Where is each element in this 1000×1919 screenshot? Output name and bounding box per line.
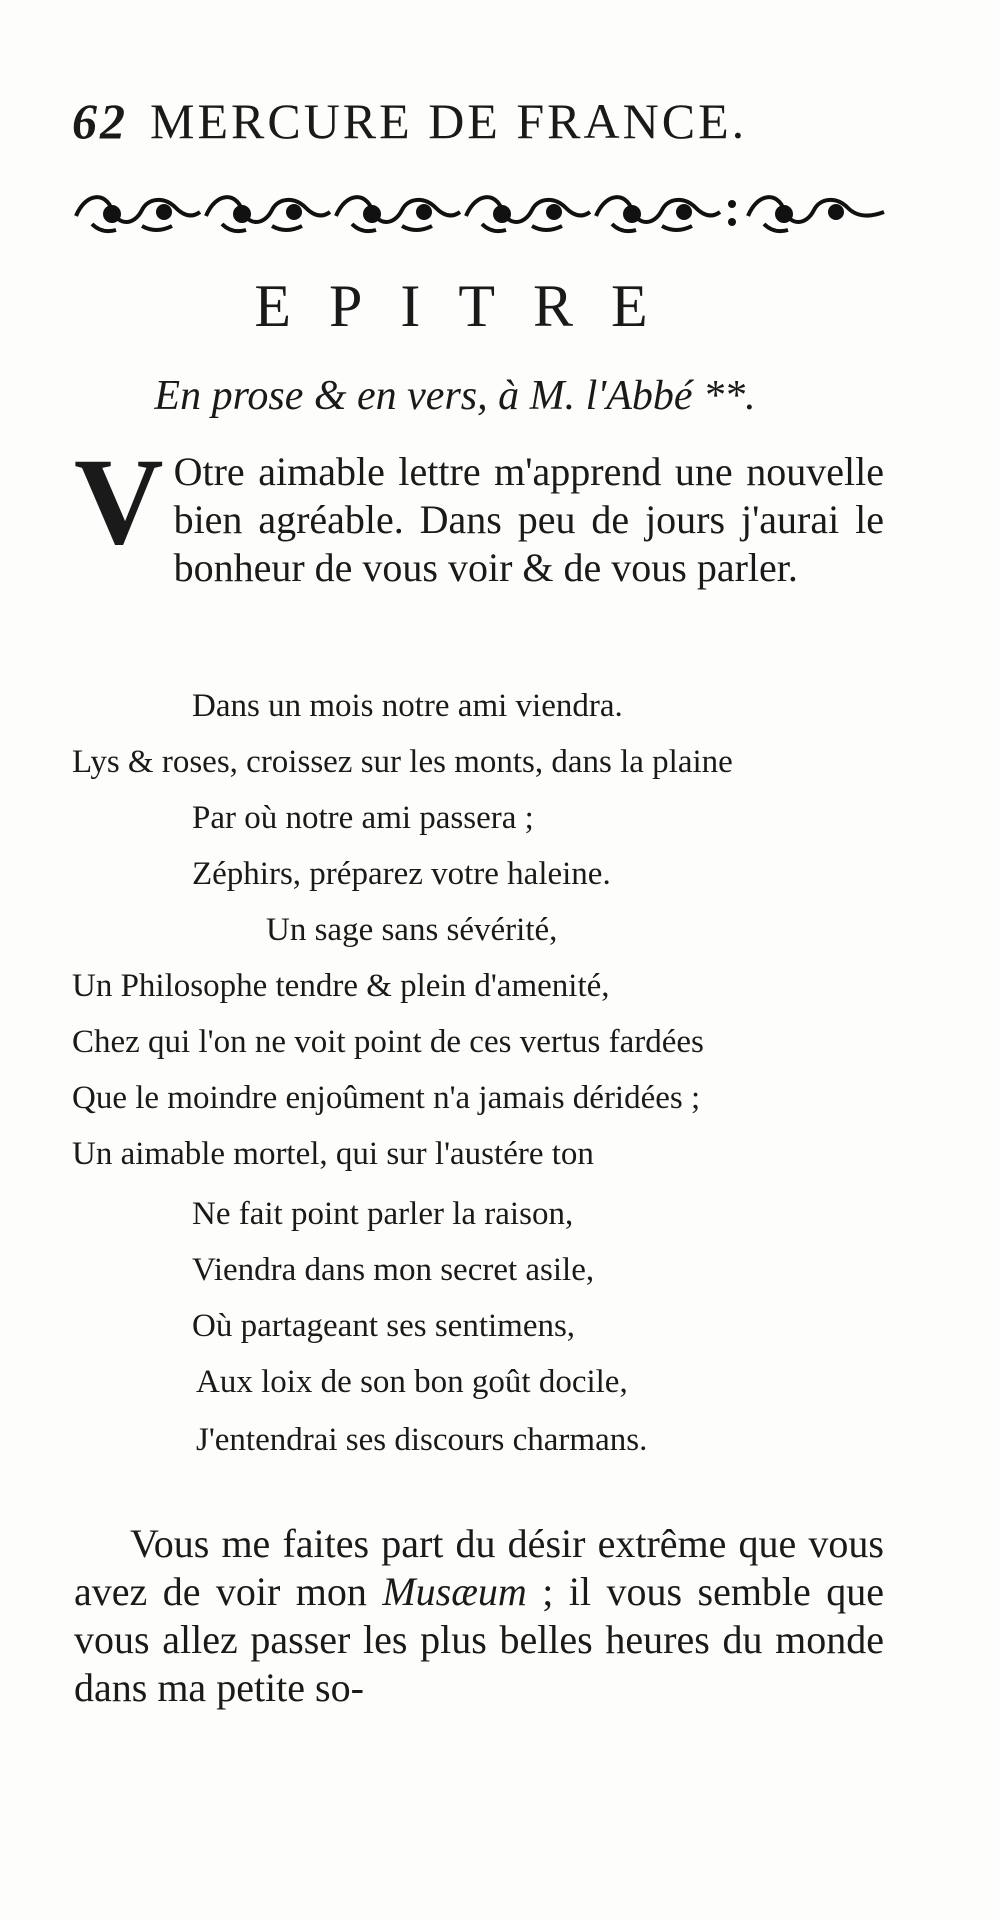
- verse-line: Zéphirs, préparez votre haleine.: [192, 856, 611, 892]
- verse-line: Ne fait point parler la raison,: [192, 1196, 574, 1232]
- intro-text: Otre aimable lettre m'apprend une nouvelle bien agréable. Dans peu de jours j'aurai le bonheur de vous voir & de vous parler.: [173, 449, 884, 590]
- verse-line: Aux loix de son bon goût docile,: [196, 1364, 628, 1400]
- verse-line: J'entendrai ses discours charmans.: [196, 1422, 648, 1458]
- closing-text-start: Vous me faites part du désir extrême que vous avez de voir mon: [74, 1521, 884, 1614]
- verse-line: Que le moindre enjoûment n'a jamais déridées ;: [72, 1080, 701, 1116]
- verse-line: Lys & roses, croissez sur les monts, dans la plaine: [72, 744, 733, 780]
- verse-line: Dans un mois notre ami viendra.: [192, 688, 623, 724]
- verse-line: Où partageant ses sentimens,: [192, 1308, 576, 1344]
- verse-line: Viendra dans mon secret asile,: [192, 1252, 595, 1288]
- running-header: [72, 92, 872, 150]
- closing-text-end: ; il vous semble que vous allez passer les plus belles heures du monde dans ma petite so-: [74, 1569, 885, 1710]
- verse-line: Un sage sans sévérité,: [266, 912, 558, 948]
- verse-line: Un Philosophe tendre & plein d'amenité,: [72, 968, 610, 1004]
- subtitle: En prose & en vers, à M. l'Abbé **.: [154, 373, 756, 419]
- drop-cap: V: [74, 433, 164, 570]
- page-number: 62: [72, 93, 128, 149]
- verse-line: Par où notre ami passera ;: [192, 800, 534, 836]
- running-title: MERCURE DE FRANCE.: [150, 93, 748, 149]
- closing-paragraph: [74, 1520, 884, 1712]
- closing-text-italic: Musæum: [382, 1569, 527, 1614]
- intro-paragraph: [74, 433, 884, 592]
- verse-line: Un aimable mortel, qui sur l'austére ton: [72, 1136, 594, 1172]
- page-title: EPITRE: [254, 273, 686, 339]
- verse-line: Chez qui l'on ne voit point de ces vertus fardées: [72, 1024, 704, 1060]
- ornamental-border: [72, 186, 890, 238]
